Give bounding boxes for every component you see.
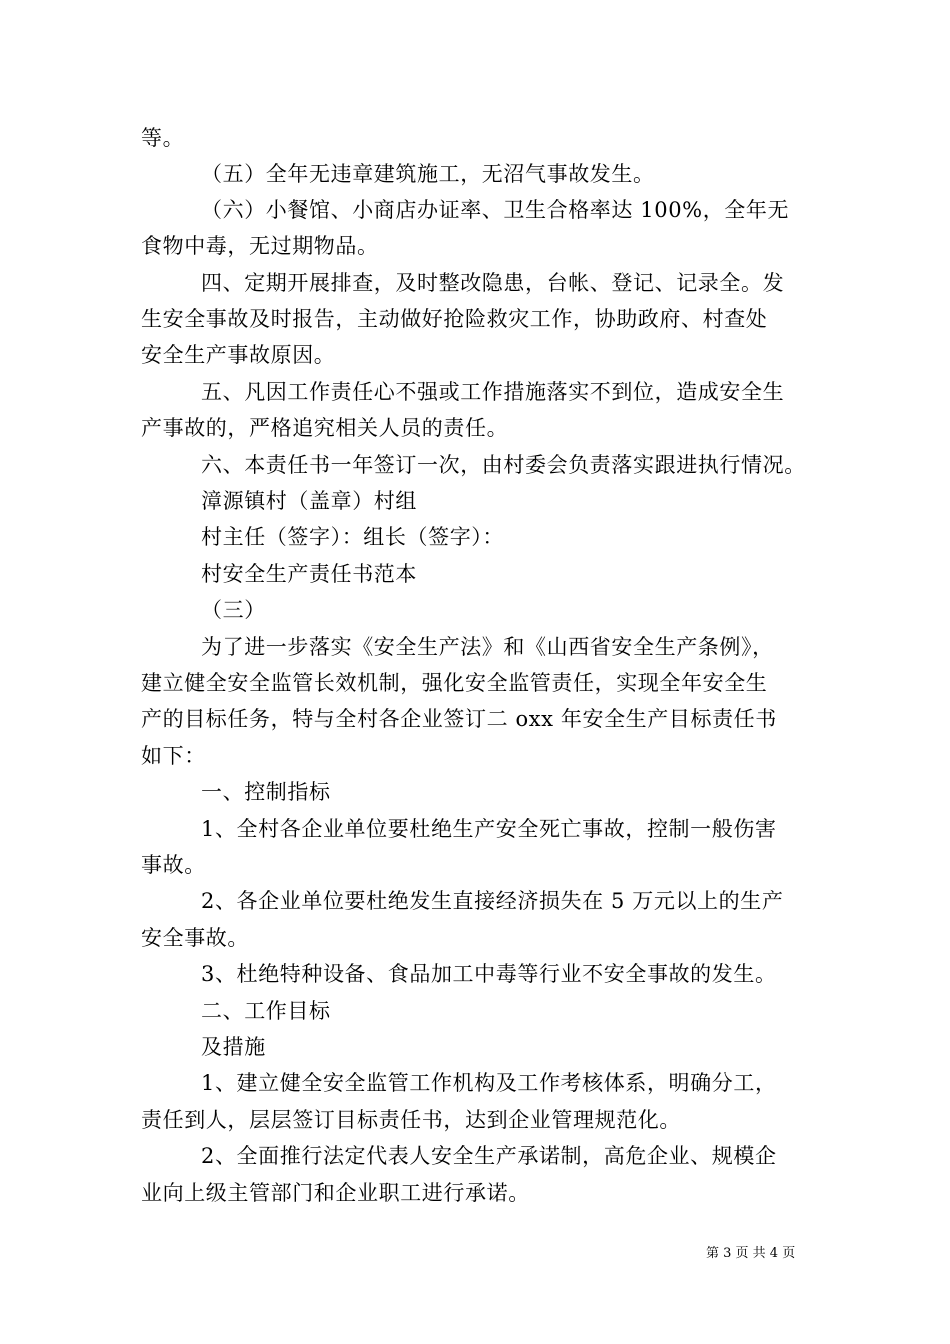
text-line: （三）: [201, 598, 266, 622]
text-line: 四、定期开展排查，及时整改隐患，台帐、登记、记录全。发: [201, 271, 785, 295]
text-line: 二、工作目标: [201, 999, 331, 1023]
text-line: 产事故的，严格追究相关人员的责任。: [141, 416, 509, 440]
text-line: 村主任（签字）：组长（签字）：: [201, 525, 504, 549]
text-line: 漳源镇村（盖章）村组: [201, 489, 417, 513]
text-line: 1、全村各企业单位要杜绝生产安全死亡事故，控制一般伤害: [201, 817, 777, 841]
text-line: 生安全事故及时报告，主动做好抢险救灾工作，协助政府、村查处: [141, 307, 768, 331]
text-line: 责任到人，层层签订目标责任书，达到企业管理规范化。: [141, 1108, 681, 1132]
text-line: 及措施: [201, 1035, 266, 1059]
text-line: 食物中毒，无过期物品。: [141, 234, 379, 258]
text-line: 六、本责任书一年签订一次，由村委会负责落实跟进执行情况。: [201, 453, 806, 477]
text-line: 等。: [141, 126, 185, 150]
text-line: 产的目标任务，特与全村各企业签订二 oxx 年安全生产目标责任书: [141, 707, 777, 731]
text-line: （五）全年无违章建筑施工，无沼气事故发生。: [201, 162, 655, 186]
text-line: 安全事故。: [141, 926, 249, 950]
text-line: 事故。: [141, 853, 206, 877]
text-line: （六）小餐馆、小商店办证率、卫生合格率达 100%，全年无: [201, 198, 790, 222]
text-line: 1、建立健全安全监管工作机构及工作考核体系，明确分工，: [201, 1071, 777, 1095]
text-line: 如下：: [141, 744, 206, 768]
text-line: 2、各企业单位要杜绝发生直接经济损失在 5 万元以上的生产: [201, 889, 784, 913]
text-line: 为了进一步落实《安全生产法》和《山西省安全生产条例》，: [201, 635, 774, 659]
text-line: 建立健全安全监管长效机制，强化安全监管责任，实现全年安全生: [141, 671, 768, 695]
text-line: 2、全面推行法定代表人安全生产承诺制，高危企业、规模企: [201, 1144, 777, 1168]
page-number-footer: 第 3 页 共 4 页: [706, 1246, 796, 1261]
text-line: 一、控制指标: [201, 780, 331, 804]
text-line: 业向上级主管部门和企业职工进行承诺。: [141, 1181, 530, 1205]
text-line: 村安全生产责任书范本: [201, 562, 417, 586]
text-line: 安全生产事故原因。: [141, 343, 336, 367]
text-line: 3、杜绝特种设备、食品加工中毒等行业不安全事故的发生。: [201, 962, 777, 986]
text-line: 五、凡因工作责任心不强或工作措施落实不到位，造成安全生: [201, 380, 785, 404]
